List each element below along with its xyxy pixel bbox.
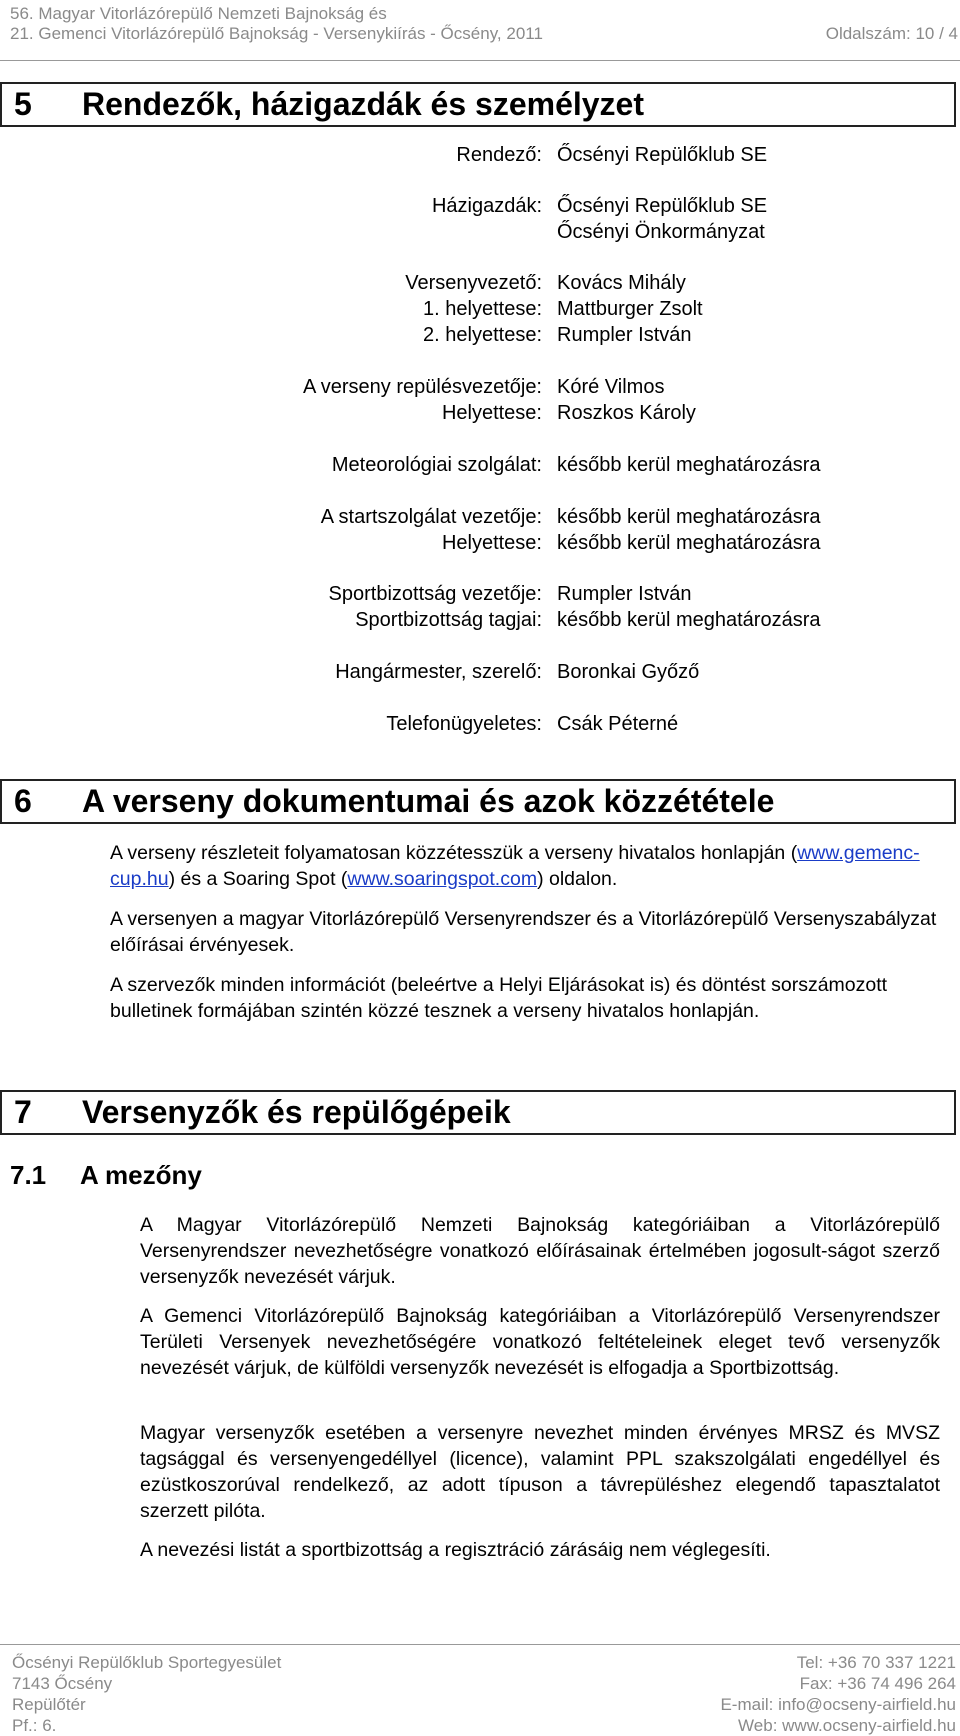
staff-role: Meteorológiai szolgálat: bbox=[331, 454, 542, 476]
staff-name: Csák Péterné bbox=[557, 713, 679, 735]
paragraph-publication bbox=[110, 840, 940, 892]
paragraph-entry-list: A nevezési listát a sportbizottság a regisztráció zárásáig nem véglegesíti. bbox=[140, 1539, 771, 1561]
paragraph-bulletins: A szervezők minden információt (beleértve a Helyi Eljárásokat is) és döntést sorszámozott bulletinek formájában szintén közzé tesznek a verseny hivatalos honlapján. bbox=[110, 974, 888, 1022]
staff-row bbox=[0, 376, 960, 402]
header-title-line-1: 56. Magyar Vitorlázórepülő Nemzeti Bajnokság és bbox=[10, 4, 387, 23]
staff-name: később kerül meghatározásra bbox=[557, 609, 821, 631]
paragraph-eligibility: Magyar versenyzők esetében a versenyre nevezhet minden érvényes MRSZ és MVSZ tagsággal és versenyengedéllyel (licence), valamint PPL szakszolgálati engedéllyel és ezüstkoszorúval rendelkező, az adott típuson a távrepüléshez elegendő tapasztalatot szerzett pilóta. bbox=[140, 1422, 940, 1522]
staff-name: később kerül meghatározásra bbox=[557, 532, 821, 554]
paragraph-rules: A versenyen a magyar Vitorlázórepülő Versenyrendszer és a Vitorlázórepülő Versenyszabályzat előírásai érvényesek. bbox=[110, 908, 937, 956]
staff-role: A verseny repülésvezetője: bbox=[302, 376, 542, 398]
footer-po-box: Pf.: 6. bbox=[12, 1716, 57, 1735]
staff-role: Helyettese: bbox=[441, 532, 542, 554]
staff-name: Rumpler István bbox=[557, 324, 692, 346]
staff-name: Boronkai Győző bbox=[557, 661, 700, 683]
section-title: Rendezők, házigazdák és személyzet bbox=[82, 86, 644, 122]
staff-role: Sportbizottság tagjai: bbox=[355, 609, 542, 631]
staff-row bbox=[0, 609, 960, 635]
staff-role: Helyettese: bbox=[441, 402, 542, 424]
paragraph-text: A verseny részleteit folyamatosan közzétesszük a verseny hivatalos honlapján ( bbox=[110, 842, 798, 864]
staff-row bbox=[0, 324, 960, 350]
section-title: Versenyzők és repülőgépeik bbox=[82, 1094, 511, 1130]
staff-role: 1. helyettese: bbox=[423, 298, 542, 320]
staff-row bbox=[0, 506, 960, 532]
staff-name: Kovács Mihály bbox=[557, 272, 686, 294]
page-header bbox=[0, 0, 960, 76]
staff-name: Őcsényi Repülőklub SE bbox=[557, 195, 768, 217]
footer-address: 7143 Őcsény bbox=[12, 1674, 113, 1693]
staff-row bbox=[0, 402, 960, 428]
footer-web: Web: www.ocseny-airfield.hu bbox=[738, 1716, 956, 1735]
paragraph-text: ) és a Soaring Spot ( bbox=[168, 868, 348, 890]
section-number: 5 bbox=[14, 86, 32, 122]
staff-row bbox=[0, 144, 960, 170]
header-title-line-2: 21. Gemenci Vitorlázórepülő Bajnokság - Versenykiírás - Őcsény, 2011 bbox=[10, 24, 543, 43]
staff-role: Versenyvezető: bbox=[405, 272, 542, 294]
footer-fax: Fax: +36 74 496 264 bbox=[799, 1674, 956, 1693]
section-6-heading bbox=[0, 779, 956, 824]
paragraph-gemenc-championship: A Gemenci Vitorlázórepülő Bajnokság kategóriáiban a Vitorlázórepülő Versenyrendszer Területi Versenyek nevezhetőségére vonatkozó feltételeinek eleget tevő versenyzők nevezését várjuk, de külföldi versenyzők nevezését is elfogadja a Sportbizottság. bbox=[140, 1305, 940, 1379]
footer-divider bbox=[0, 1644, 960, 1645]
gemenc-cup-link[interactable]: www.gemenc-cup.hu bbox=[110, 842, 920, 890]
footer-club-name: Őcsényi Repülőklub Sportegyesület bbox=[12, 1653, 282, 1672]
paragraph-text: ) oldalon. bbox=[537, 868, 618, 890]
staff-row bbox=[0, 661, 960, 687]
section-5-heading bbox=[0, 82, 956, 127]
staff-row bbox=[0, 298, 960, 324]
staff-role: Hangármester, szerelő: bbox=[335, 661, 542, 683]
staff-row bbox=[0, 454, 960, 480]
staff-row bbox=[0, 583, 960, 609]
soaringspot-link[interactable]: www.soaringspot.com bbox=[347, 868, 538, 890]
staff-row bbox=[0, 532, 960, 558]
staff-name: Kóré Vilmos bbox=[557, 376, 665, 398]
staff-role: Rendező: bbox=[456, 144, 542, 166]
subsection-title: A mezőny bbox=[80, 1160, 202, 1190]
section-number: 7 bbox=[14, 1094, 32, 1130]
staff-name: Mattburger Zsolt bbox=[557, 298, 703, 320]
staff-role: Házigazdák: bbox=[431, 195, 542, 217]
staff-role: Sportbizottság vezetője: bbox=[328, 583, 542, 605]
page-number: Oldalszám: 10 / 4 bbox=[825, 24, 958, 43]
footer-email: E-mail: info@ocseny-airfield.hu bbox=[720, 1695, 956, 1714]
header-divider bbox=[0, 60, 960, 61]
section-title: A verseny dokumentumai és azok közzététele bbox=[82, 783, 775, 819]
paragraph-national-championship: A Magyar Vitorlázórepülő Nemzeti Bajnokság kategóriáiban a Vitorlázórepülő Versenyrendszer nevezhetőségre vonatkozó előírásainak értelmében jogosult-ságot szerző versenyzők nevezését várjuk. bbox=[140, 1214, 940, 1288]
staff-name: Őcsényi Önkormányzat bbox=[557, 221, 765, 243]
staff-name: később kerül meghatározásra bbox=[557, 454, 821, 476]
staff-name: később kerül meghatározásra bbox=[557, 506, 821, 528]
staff-name: Rumpler István bbox=[557, 583, 692, 605]
footer-phone: Tel: +36 70 337 1221 bbox=[796, 1653, 956, 1672]
staff-name: Őcsényi Repülőklub SE bbox=[557, 144, 768, 166]
staff-row bbox=[0, 221, 960, 247]
staff-name: Roszkos Károly bbox=[557, 402, 696, 424]
section-7-heading bbox=[0, 1090, 956, 1135]
section-number: 6 bbox=[14, 783, 32, 819]
staff-role: 2. helyettese: bbox=[423, 324, 542, 346]
staff-role: A startszolgálat vezetője: bbox=[320, 506, 542, 528]
staff-row bbox=[0, 713, 960, 739]
footer-airfield: Repülőtér bbox=[12, 1695, 86, 1714]
staff-role: Telefonügyeletes: bbox=[386, 713, 542, 735]
staff-row bbox=[0, 195, 960, 221]
subsection-number: 7.1 bbox=[10, 1160, 47, 1190]
staff-row bbox=[0, 272, 960, 298]
